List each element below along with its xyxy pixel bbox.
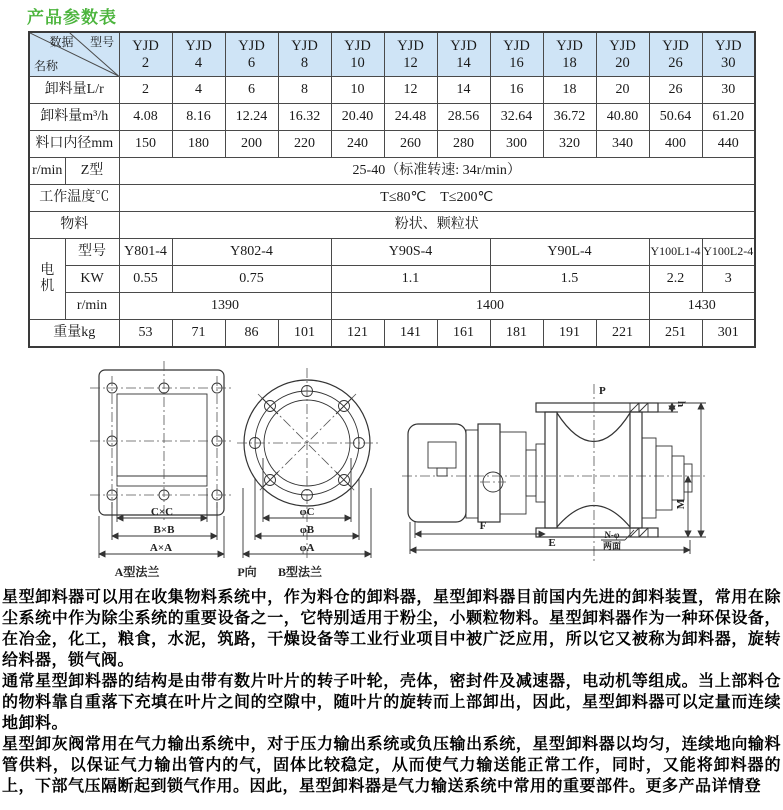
table-row [29, 131, 755, 158]
description-text [2, 587, 781, 797]
label-h: h [675, 401, 687, 408]
table-cell: 10 [331, 77, 384, 104]
table-row [29, 293, 755, 320]
table-row [29, 104, 755, 131]
row-label: 工作温度℃ [29, 185, 119, 212]
column-header: YJD 2 [119, 32, 172, 77]
dim-label-phib: φB [299, 524, 315, 536]
table-cell: 200 [225, 131, 278, 158]
table-cell: 4.08 [119, 104, 172, 131]
table-header-row [29, 32, 755, 77]
corner-label-model: 型号 [90, 35, 115, 49]
table-cell: 1.5 [490, 266, 649, 293]
table-cell: 4 [172, 77, 225, 104]
table-cell: 6 [225, 77, 278, 104]
paragraph-structure: 通常星型卸料器的结构是由带有数片叶片的转子叶轮，壳体，密封件及减速器，电动机等组成。当上部料仓的物料靠自重落下充填在叶片之间的空隙中，随叶片的旋转而上部卸出，因此，星型卸料器可以定量而连续地卸料。 [2, 673, 781, 732]
row-label: 物料 [29, 212, 119, 239]
column-header: YJD 18 [543, 32, 596, 77]
table-cell: 24.48 [384, 104, 437, 131]
table-cell: 71 [172, 320, 225, 347]
table-cell: Y90S-4 [331, 239, 490, 266]
table-cell: 8.16 [172, 104, 225, 131]
column-header: YJD 30 [702, 32, 755, 77]
table-cell: 20 [596, 77, 649, 104]
table-cell: Y801-4 [119, 239, 172, 266]
page-title: 产品参数表 [27, 8, 117, 27]
row-sublabel: r/min [65, 293, 119, 320]
table-cell: 400 [649, 131, 702, 158]
table-cell: 30 [702, 77, 755, 104]
corner-label-name: 名称 [34, 59, 59, 74]
row-sublabel: KW [65, 266, 119, 293]
row-label: 重量kg [29, 320, 119, 347]
table-cell: Y100L1-4 [649, 239, 702, 266]
column-header: YJD 20 [596, 32, 649, 77]
view-p-caption: P向 [237, 565, 257, 579]
table-cell: 301 [702, 320, 755, 347]
table-cell: 440 [702, 131, 755, 158]
table-row [29, 77, 755, 104]
table-cell: 121 [331, 320, 384, 347]
table-cell: 32.64 [490, 104, 543, 131]
table-cell: 3 [702, 266, 755, 293]
header-corner-cell [29, 32, 119, 77]
table-cell: Y90L-4 [490, 239, 649, 266]
table-cell: 26 [649, 77, 702, 104]
table-cell: 40.80 [596, 104, 649, 131]
table-cell: 1430 [649, 293, 755, 320]
table-cell: 161 [437, 320, 490, 347]
label-n-phi: N-φ [604, 530, 620, 540]
label-f: F [479, 520, 487, 532]
row-sublabel: Z型 [65, 158, 119, 185]
table-cell: 18 [543, 77, 596, 104]
table-cell: 53 [119, 320, 172, 347]
table-cell: 36.72 [543, 104, 596, 131]
table-row [29, 239, 755, 266]
table-cell: 28.56 [437, 104, 490, 131]
product-parameter-table [28, 31, 756, 348]
table-cell: T≤80℃ T≤200℃ [119, 185, 755, 212]
column-header: YJD 14 [437, 32, 490, 77]
column-header: YJD 10 [331, 32, 384, 77]
side-view-drawing [402, 384, 708, 564]
label-p: P [599, 385, 606, 397]
label-e: E [548, 537, 556, 549]
table-row [29, 320, 755, 347]
table-cell: 0.55 [119, 266, 172, 293]
table-cell: 20.40 [331, 104, 384, 131]
table-cell: 12.24 [225, 104, 278, 131]
flange-a-drawing [90, 361, 232, 579]
column-header: YJD 26 [649, 32, 702, 77]
label-m: M [675, 498, 687, 510]
table-cell: 0.75 [172, 266, 331, 293]
table-cell: Y802-4 [172, 239, 331, 266]
dim-label-phia: φA [299, 542, 315, 554]
table-cell: 50.64 [649, 104, 702, 131]
table-cell: 12 [384, 77, 437, 104]
row-sublabel: 型号 [65, 239, 119, 266]
row-label: 料口内径mm [29, 131, 119, 158]
column-header: YJD 16 [490, 32, 543, 77]
table-cell: 1400 [331, 293, 649, 320]
table-cell: Y100L2-4 [702, 239, 755, 266]
motor-group-label: 电机 [29, 239, 65, 320]
table-row [29, 185, 755, 212]
table-cell: 320 [543, 131, 596, 158]
column-header: YJD 6 [225, 32, 278, 77]
table-cell: 300 [490, 131, 543, 158]
table-cell: 181 [490, 320, 543, 347]
paragraph-application: 星型卸灰阀常用在气力输出系统中，对于压力输出系统或负压输出系统，星型卸料器以均匀，连续地向输料管供料，以保证气力输出管内的气，固体比较稳定，从而使气力输送能正常工作，同时，又能将卸料器的上，下部气压隔断起到锁气作用。因此，星型卸料器是气力输送系统中常用的重要部件。更多产品详情登 [2, 736, 781, 795]
label-both-faces: 两面 [602, 541, 622, 551]
dim-label-axa: A×A [149, 542, 173, 554]
table-cell: 粉状、颗粒状 [119, 212, 755, 239]
table-cell: 240 [331, 131, 384, 158]
table-cell: 150 [119, 131, 172, 158]
table-cell: 191 [543, 320, 596, 347]
table-cell: 16.32 [278, 104, 331, 131]
table-cell: 8 [278, 77, 331, 104]
dim-label-bxb: B×B [153, 524, 175, 536]
flange-a-caption: A型法兰 [114, 565, 160, 579]
table-row [29, 212, 755, 239]
table-cell: 1390 [119, 293, 331, 320]
table-cell: 16 [490, 77, 543, 104]
table-cell: 180 [172, 131, 225, 158]
table-cell: 141 [384, 320, 437, 347]
column-header: YJD 12 [384, 32, 437, 77]
row-label: 卸料量m³/h [29, 104, 119, 131]
table-row [29, 158, 755, 185]
dim-label-phic: φC [299, 506, 315, 518]
table-cell: 221 [596, 320, 649, 347]
table-cell: 280 [437, 131, 490, 158]
table-cell: 25-40（标准转速: 34r/min） [119, 158, 755, 185]
table-cell: 61.20 [702, 104, 755, 131]
table-cell: 2.2 [649, 266, 702, 293]
dim-label-cxc: C×C [150, 506, 174, 518]
table-cell: 340 [596, 131, 649, 158]
column-header: YJD 8 [278, 32, 331, 77]
row-label: r/min [29, 158, 65, 185]
table-cell: 14 [437, 77, 490, 104]
paragraph-overview: 星型卸料器可以用在收集物料系统中，作为料仓的卸料器，星型卸料器目前国内先进的卸料装置，常用在除尘系统中作为除尘系统的重要设备之一，它特别适用于粉尘，小颗粒物料。星型卸料器作为一种环保设备，在冶金，化工，粮食，水泥，筑路，干燥设备等工业行业项目中被广泛应用，所以它又被称为卸料器，旋转给料器，锁气阀。 [2, 589, 781, 669]
row-label: 卸料量L/r [29, 77, 119, 104]
table-cell: 220 [278, 131, 331, 158]
flange-b-caption: B型法兰 [277, 565, 323, 579]
column-header: YJD 4 [172, 32, 225, 77]
table-cell: 86 [225, 320, 278, 347]
corner-label-data: 数据 [49, 35, 74, 49]
table-cell: 260 [384, 131, 437, 158]
flange-b-drawing [237, 368, 378, 579]
table-cell: 101 [278, 320, 331, 347]
table-cell: 2 [119, 77, 172, 104]
table-cell: 1.1 [331, 266, 490, 293]
technical-drawings [0, 358, 783, 590]
table-cell: 251 [649, 320, 702, 347]
table-row [29, 266, 755, 293]
